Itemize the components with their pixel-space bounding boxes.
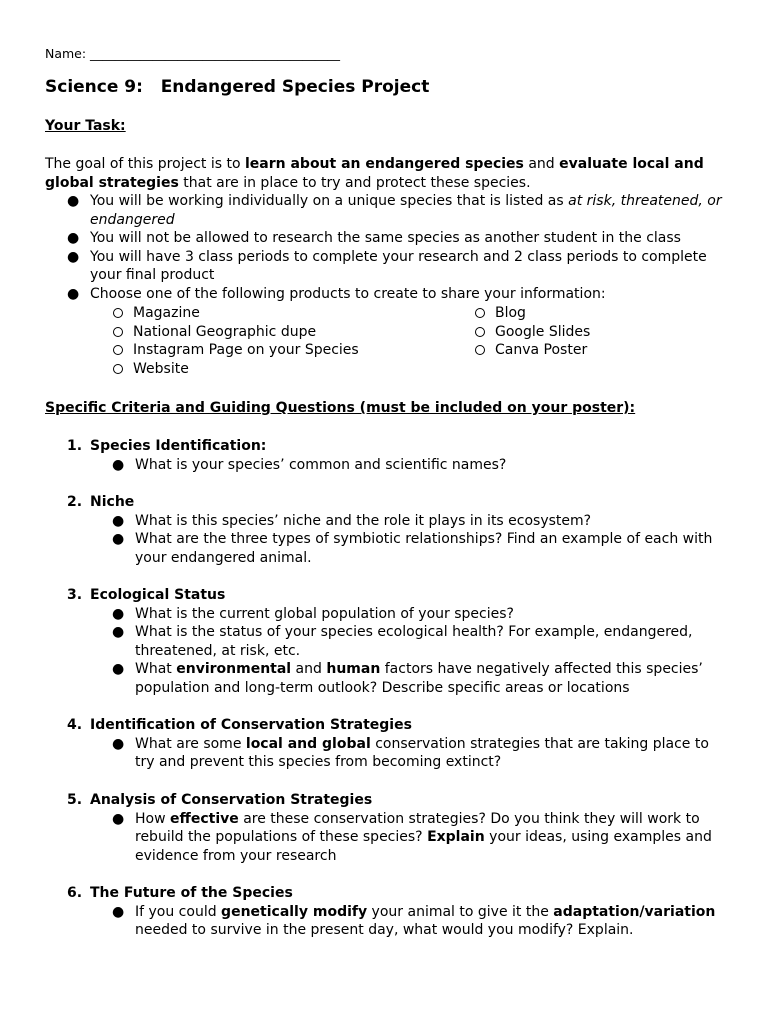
criterion-title <box>45 791 725 810</box>
question-text: your ideas, using examples and evidence from your research <box>135 829 712 864</box>
criterion-title-text: Identification of Conservation Strategies <box>90 717 412 733</box>
product-option <box>475 323 590 342</box>
product-label: Canva Poster <box>495 342 588 358</box>
criterion-species-identification <box>45 437 725 474</box>
question-text: What is the status of your species ecological health? For example, endangered, threatened, at risk, etc. <box>135 624 693 659</box>
question-text: and <box>291 661 327 677</box>
criterion-number: 6. <box>67 885 83 901</box>
criterion-number: 4. <box>67 717 83 733</box>
bullet-icon: ● <box>112 605 125 622</box>
bullet-icon: ● <box>112 810 125 827</box>
bullet-icon: ● <box>112 456 125 473</box>
intro-text: The goal of this project is to <box>45 156 245 172</box>
bullet-icon: ● <box>112 661 125 677</box>
question-text: What <box>135 661 177 677</box>
criterion-title <box>45 716 725 735</box>
product-label: Google Slides <box>495 323 591 340</box>
product-option <box>113 360 189 379</box>
circle-bullet-icon <box>475 308 485 318</box>
criterion-title <box>45 437 725 456</box>
question-bold-text: adaptation/variation <box>553 903 716 920</box>
question-text: are these conservation strategies? Do you think they will work to rebuild the populations of these species? <box>135 810 700 845</box>
intro-bold-text: evaluate local and global strategies <box>45 156 704 191</box>
name-field-label: Name: ________________________________________ <box>45 46 341 61</box>
circle-bullet-icon <box>113 345 123 355</box>
question-bold-text: human <box>326 661 381 677</box>
question-bold-text: effective <box>170 810 239 827</box>
bullet-icon: ● <box>67 230 80 246</box>
bullet-icon: ● <box>112 624 125 640</box>
page-title: Science 9: Endangered Species Project <box>45 77 430 97</box>
bullet-icon: ● <box>112 512 125 529</box>
criterion-ecological-status <box>45 586 725 697</box>
list-item <box>45 192 725 229</box>
bullet-icon: ● <box>112 903 125 920</box>
question-text: factors have negatively affected this species’ population and long-term outlook? Describe specific areas or locations <box>135 661 703 696</box>
product-label: Magazine <box>133 305 200 321</box>
question-text: What is your species’ common and scientific names? <box>135 456 507 473</box>
criterion-title-text: The Future of the Species <box>90 885 293 901</box>
list-item <box>45 229 725 248</box>
bullet-text: You will have 3 class periods to complete your research and 2 class periods to complete your final product <box>90 248 707 283</box>
product-label: National Geographic dupe <box>133 323 317 340</box>
circle-bullet-icon <box>113 364 123 374</box>
question-bold-text: environmental <box>176 661 292 677</box>
criterion-title-text: Ecological Status <box>90 587 226 603</box>
bullet-icon: ● <box>112 735 125 752</box>
criterion-identification-of-conservation-strategies <box>45 716 725 772</box>
question-text: conservation strategies that are taking place to try and prevent this species from becoming extinct? <box>135 735 709 770</box>
list-item <box>45 285 725 304</box>
criterion-title <box>45 586 725 605</box>
circle-bullet-icon <box>475 327 485 337</box>
question-item <box>45 903 725 940</box>
intro-paragraph <box>45 155 705 192</box>
question-item <box>45 660 725 697</box>
criteria-heading: Specific Criteria and Guiding Questions (must be included on your poster): <box>45 400 636 416</box>
product-option <box>113 304 200 323</box>
criterion-number: 2. <box>67 494 83 510</box>
criterion-number: 5. <box>67 792 83 808</box>
circle-bullet-icon <box>113 327 123 337</box>
bullet-icon: ● <box>67 193 80 209</box>
question-text: What is the current global population of your species? <box>135 605 514 622</box>
question-item <box>45 735 725 772</box>
list-item <box>45 248 725 285</box>
product-option <box>475 341 587 360</box>
question-text: What are the three types of symbiotic relationships? Find an example of each with your endangered animal. <box>135 531 713 566</box>
question-bold-text: genetically modify <box>221 903 368 920</box>
bullet-icon: ● <box>67 285 80 302</box>
bullet-text: You will be working individually on a unique species that is listed as <box>90 193 569 209</box>
circle-bullet-icon <box>113 308 123 318</box>
question-bold-text: Explain <box>427 829 485 845</box>
product-label: Website <box>133 360 189 377</box>
criterion-title-text: Analysis of Conservation Strategies <box>90 792 373 808</box>
intro-text: that are in place to try and protect these species. <box>178 174 531 191</box>
criterion-title <box>45 493 725 512</box>
question-text: What are some <box>135 735 246 752</box>
question-item <box>45 530 725 567</box>
criterion-number: 1. <box>67 438 83 454</box>
question-text: How <box>135 810 170 827</box>
question-item <box>45 810 725 866</box>
intro-bold-text: learn about an endangered species <box>244 156 524 172</box>
question-item <box>45 512 725 531</box>
your-task-heading: Your Task: <box>45 118 126 134</box>
question-text: needed to survive in the present day, what would you modify? Explain. <box>135 922 634 938</box>
product-label: Blog <box>495 305 526 321</box>
question-text: your animal to give it the <box>367 903 554 920</box>
criterion-title <box>45 884 725 903</box>
criterion-future-of-the-species <box>45 884 725 940</box>
bullet-italic-text: at risk, threatened, or endangered <box>90 193 722 228</box>
criterion-number: 3. <box>67 587 83 603</box>
question-text: If you could <box>135 903 222 920</box>
intro-text: and <box>523 156 560 172</box>
question-item <box>45 456 725 475</box>
bullet-text: Choose one of the following products to create to share your information: <box>90 285 606 302</box>
task-bullet-list <box>45 192 725 303</box>
product-label: Instagram Page on your Species <box>133 342 359 358</box>
bullet-icon: ● <box>67 248 80 265</box>
product-option <box>113 323 316 342</box>
circle-bullet-icon <box>475 345 485 355</box>
criterion-niche <box>45 493 725 567</box>
question-bold-text: local and global <box>245 735 371 752</box>
criterion-title-text: Niche <box>90 494 135 510</box>
criterion-title-text: Species Identification: <box>90 438 267 454</box>
question-item <box>45 605 725 624</box>
product-option <box>475 304 526 323</box>
product-option <box>113 341 359 360</box>
bullet-icon: ● <box>112 531 125 547</box>
bullet-text: You will not be allowed to research the same species as another student in the class <box>90 230 681 246</box>
question-text: What is this species’ niche and the role it plays in its ecosystem? <box>135 512 592 529</box>
question-item <box>45 623 725 660</box>
criterion-analysis-of-conservation-strategies <box>45 791 725 865</box>
